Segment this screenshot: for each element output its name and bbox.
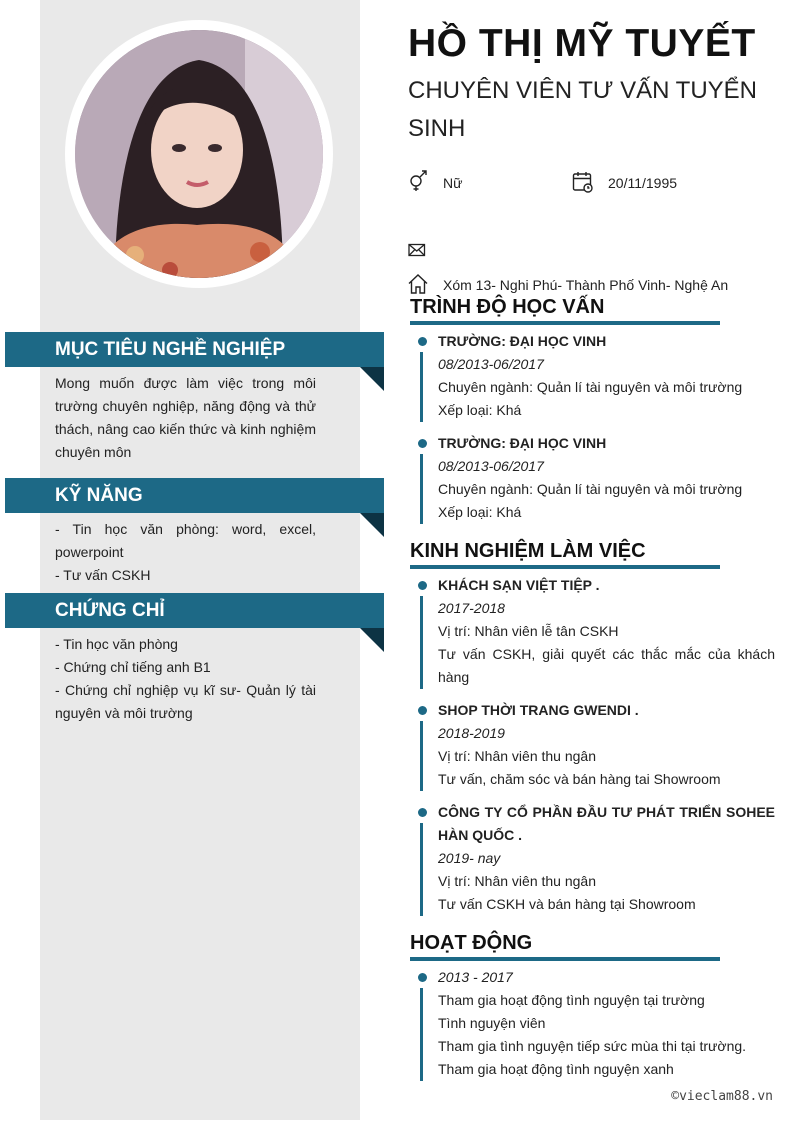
experience-position: Vị trí: Nhân viên thu ngân — [438, 748, 596, 764]
dob-value: 20/11/1995 — [608, 175, 678, 191]
certificates-list — [55, 633, 316, 725]
timeline-line — [420, 596, 423, 689]
activities-item — [438, 966, 775, 1081]
activities-period: 2013 - 2017 — [438, 969, 513, 985]
education-heading: TRÌNH ĐỘ HỌC VẤN — [410, 296, 720, 325]
education-period: 08/2013-06/2017 — [438, 356, 544, 372]
certificates-heading-fold — [360, 628, 384, 652]
timeline-dot — [418, 581, 427, 590]
timeline-line — [420, 988, 423, 1081]
certificate-item: - Tin học văn phòng — [55, 636, 178, 652]
certificate-item: - Chứng chỉ nghiệp vụ kĩ sư- Quản lý tài nguyên và môi trường — [55, 682, 316, 721]
education-item — [438, 432, 775, 524]
experience-position: Vị trí: Nhân viên thu ngân — [438, 873, 596, 889]
watermark: ©vieclam88.vn — [671, 1089, 773, 1104]
address-value: Xóm 13- Nghi Phú- Thành Phố Vinh- Nghệ An — [443, 277, 729, 293]
experience-description: Tư vấn, chăm sóc và bán hàng tai Showroom — [438, 771, 721, 787]
timeline-line — [420, 454, 423, 524]
company-name: SHOP THỜI TRANG GWENDI . — [438, 702, 639, 718]
skill-item: - Tư vấn CSKH — [55, 567, 151, 583]
timeline-dot — [418, 337, 427, 346]
avatar — [75, 30, 323, 278]
gender-value: Nữ — [443, 175, 463, 191]
objective-paragraph: Mong muốn được làm việc trong môi trường chuyên nghiệp, năng động và thử thách, nâng cao kiến thức và kinh nghiệm chuyên môn — [55, 375, 316, 460]
timeline-line — [420, 352, 423, 422]
skill-item: - Tin học văn phòng: word, excel, powerpoint — [55, 521, 316, 560]
company-name: CÔNG TY CỔ PHẦN ĐẦU TƯ PHÁT TRIỂN SOHEE HÀN QUỐC . — [438, 804, 775, 843]
skills-heading-fold — [360, 513, 384, 537]
experience-item — [438, 801, 775, 916]
timeline-dot — [418, 439, 427, 448]
timeline-line — [420, 721, 423, 791]
education-grade: Xếp loại: Khá — [438, 504, 522, 520]
experience-period: 2017-2018 — [438, 600, 505, 616]
experience-item — [438, 699, 775, 791]
activity-line: Tham gia tình nguyện tiếp sức mùa thi tại trường. — [438, 1038, 747, 1054]
objective-heading-fold — [360, 367, 384, 391]
education-grade: Xếp loại: Khá — [438, 402, 522, 418]
job-title: CHUYÊN VIÊN TƯ VẤN TUYỂN SINH — [408, 77, 758, 142]
gender-icon — [407, 170, 429, 197]
education-major: Chuyên ngành: Quản lí tài nguyên và môi trường — [438, 379, 743, 395]
activity-line: Tham gia hoạt động tình nguyện xanh — [438, 1061, 674, 1077]
school-name: TRƯỜNG: ĐẠI HỌC VINH — [438, 435, 607, 451]
experience-description: Tư vấn CSKH, giải quyết các thắc mắc của khách hàng — [438, 646, 775, 685]
objective-heading: MỤC TIÊU NGHỀ NGHIỆP — [5, 332, 384, 367]
education-period: 08/2013-06/2017 — [438, 458, 544, 474]
experience-position: Vị trí: Nhân viên lễ tân CSKH — [438, 623, 619, 639]
envelope-icon — [408, 243, 426, 263]
timeline-dot — [418, 808, 427, 817]
activities-heading: HOẠT ĐỘNG — [410, 932, 720, 961]
certificates-heading: CHỨNG CHỈ — [5, 593, 384, 628]
calendar-icon — [572, 171, 594, 198]
experience-item — [438, 574, 775, 689]
activity-line: Tham gia hoạt động tình nguyện tại trường — [438, 992, 705, 1008]
skills-list — [55, 518, 316, 587]
activity-line: Tình nguyện viên — [438, 1015, 546, 1031]
education-item — [438, 330, 775, 422]
timeline-line — [420, 823, 423, 916]
timeline-dot — [418, 973, 427, 982]
experience-heading: KINH NGHIỆM LÀM VIỆC — [410, 540, 720, 569]
objective-text — [55, 372, 316, 464]
skills-heading: KỸ NĂNG — [5, 478, 384, 513]
candidate-name: HỒ THỊ MỸ TUYẾT — [408, 22, 756, 65]
education-major: Chuyên ngành: Quản lí tài nguyên và môi trường — [438, 481, 743, 497]
experience-period: 2019- nay — [438, 850, 501, 866]
experience-period: 2018-2019 — [438, 725, 505, 741]
experience-description: Tư vấn CSKH và bán hàng tại Showroom — [438, 896, 696, 912]
timeline-dot — [418, 706, 427, 715]
company-name: KHÁCH SẠN VIỆT TIỆP . — [438, 577, 600, 593]
certificate-item: - Chứng chỉ tiếng anh B1 — [55, 659, 211, 675]
school-name: TRƯỜNG: ĐẠI HỌC VINH — [438, 333, 607, 349]
